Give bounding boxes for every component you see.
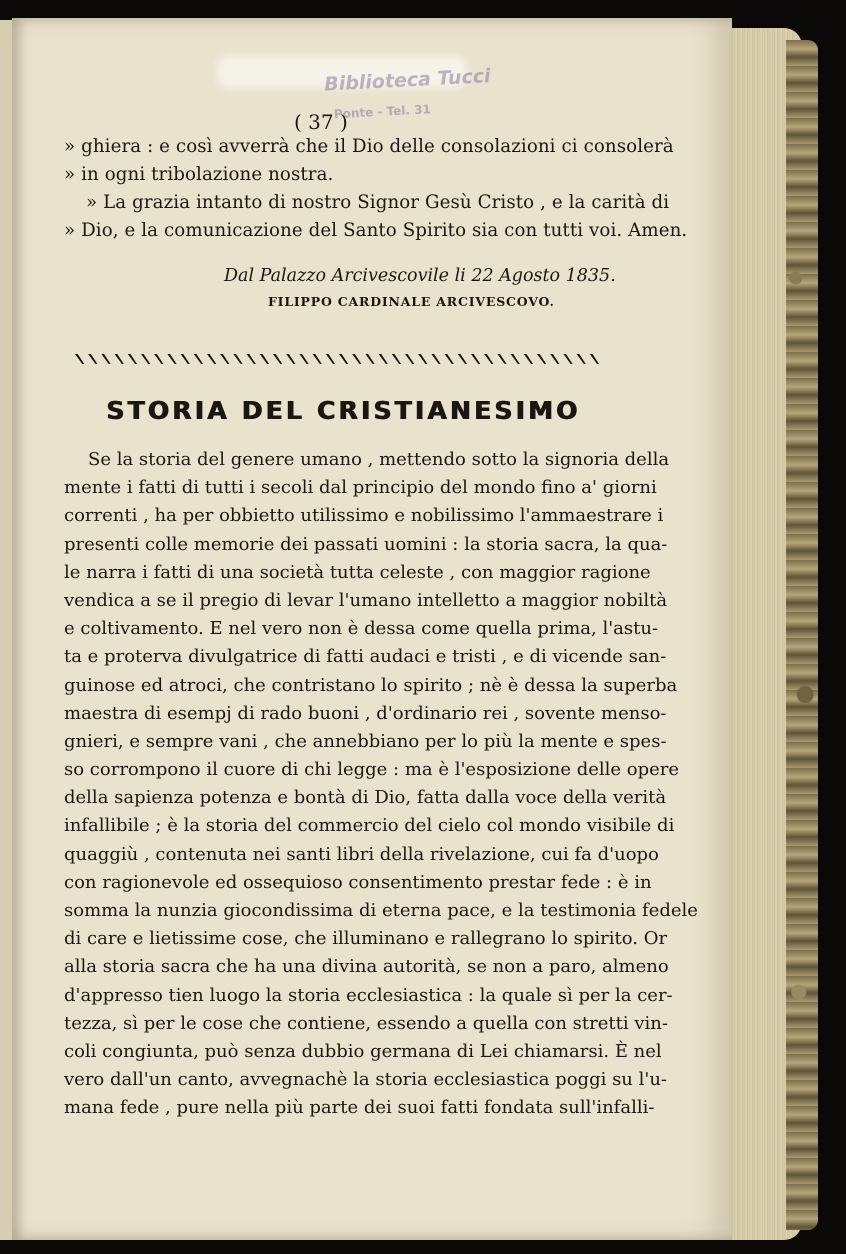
- page-number: ( 37 ): [294, 110, 348, 134]
- body-line: somma la nunzia giocondissima di eterna pace, e la testimonia fedele: [64, 900, 698, 921]
- zigzag-ornament-rule: [75, 351, 605, 367]
- signature-place-date: Dal Palazzo Arcivescovile li 22 Agosto 1835.: [224, 266, 616, 286]
- body-line: ta e proterva divulgatrice di fatti audaci e tristi , e di vicende san-: [64, 646, 667, 668]
- body-line: so corrompono il cuore di chi legge : ma è l'esposizione delle opere: [64, 759, 680, 781]
- body-line: mana fede , pure nella più parte dei suoi fatti fondata sull'infalli-: [64, 1097, 655, 1119]
- intro-line: » in ogni tribolazione nostra.: [64, 164, 334, 185]
- signature-author: FILIPPO CARDINALE ARCIVESCOVO.: [268, 294, 555, 309]
- body-text: [64, 446, 698, 1123]
- body-line: presenti colle memorie dei passati uomini : la storia sacra, la qua-: [64, 533, 668, 555]
- body-line: gnieri, e sempre vani , che annebbiano per lo più la mente e spes-: [64, 730, 667, 752]
- intro-line: » ghiera : e così avverrà che il Dio delle consolazioni ci consolerà: [64, 136, 674, 157]
- body-line: di care e lietissime cose, che illuminano e rallegrano lo spirito. Or: [64, 928, 668, 950]
- body-line: con ragionevole ed ossequioso consentimento prestar fede : è in: [64, 871, 652, 893]
- intro-line: » Dio, e la comunicazione del Santo Spirito sia con tutti voi. Amen.: [64, 220, 688, 241]
- body-line: quaggiù , contenuta nei santi libri della rivelazione, cui fa d'uopo: [64, 843, 659, 865]
- body-line: Se la storia del genere umano , mettendo sotto la signoria della: [88, 449, 670, 470]
- library-stamp: [265, 57, 492, 136]
- body-line: della sapienza potenza e bontà di Dio, fatta dalla voce della verità: [64, 787, 667, 809]
- stamp-line-1: Biblioteca Tucci: [323, 64, 492, 96]
- marbled-cover-edge: [786, 40, 818, 1230]
- book-page: [12, 18, 732, 1240]
- body-line: alla storia sacra che ha una divina autorità, se non a paro, almeno: [64, 956, 669, 978]
- body-line: correnti , ha per obbietto utilissimo e nobilissimo l'ammaestrare i: [64, 505, 664, 527]
- body-line: vero dall'un canto, avvegnachè la storia ecclesiastica poggi su l'u-: [64, 1069, 667, 1091]
- previous-page-edge: [0, 20, 12, 1240]
- body-line: guinose ed atroci, che contristano lo spirito ; nè è dessa la superba: [64, 674, 678, 696]
- zigzag-pattern: [75, 354, 599, 364]
- body-line: tezza, sì per le cose che contiene, essendo a quella con stretti vin-: [64, 1012, 668, 1034]
- body-line: coli congiunta, può senza dubbio germana di Lei chiamarsi. È nel: [64, 1040, 662, 1062]
- body-line: e coltivamento. E nel vero non è dessa come quella prima, l'astu-: [64, 618, 659, 640]
- stamp-line-2: Ponte - Tel. 31: [333, 102, 432, 122]
- body-line: maestra di esempj di rado buoni , d'ordinario rei , sovente menso-: [64, 702, 667, 724]
- body-line: le narra i fatti di una società tutta celeste , con maggior ragione: [64, 561, 651, 583]
- body-line: d'appresso tien luogo la storia ecclesiastica : la quale sì per la cer-: [64, 984, 673, 1006]
- body-line: infallibile ; è la storia del commercio del cielo col mondo visibile di: [64, 815, 675, 837]
- intro-line: » La grazia intanto di nostro Signor Gesù Cristo , e la carità di: [86, 192, 670, 213]
- section-heading: STORIA DEL CRISTIANESIMO: [106, 396, 581, 425]
- body-line: mente i fatti di tutti i secoli dal principio del mondo fino a' giorni: [64, 477, 657, 499]
- body-line: vendica a se il pregio di levar l'umano intelletto a maggior nobiltà: [64, 589, 668, 611]
